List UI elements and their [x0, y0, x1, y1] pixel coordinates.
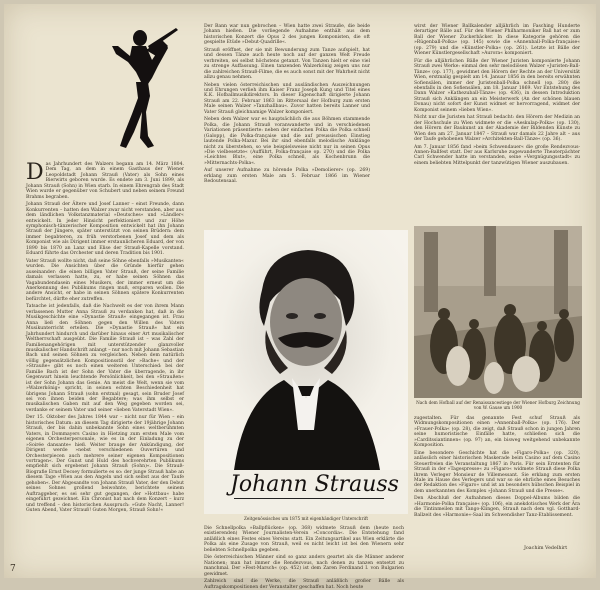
portrait-caption: Zeitgenössisches um 1875 mit eigenhändiger Unterschrift: [243, 516, 369, 521]
right-top-text-column: [414, 24, 580, 220]
paragraph: Neben vielen österreichischen und ausländischen Auszeichnungen und Ehrungen verlieh ihm Kaiser Franz Joseph Kung und Titel eines K.K. Hofballmusikdirektors. In dieser Eigenschaft dirigierte Johann Strauß am 22. Februar 1863 im Rittersaal der Hofburg zum ersten Male seinen Walzer »Tanzhallbau«. Zuvor hatten bereits Lanner und Vater Strauß gleichnamige Walzer komponiert.: [204, 82, 370, 115]
paragraph: Am 7. Januar 1856 fand »beim Schwendauer« die große Rendezvous-Annen-Ballfest statt. Der aus Karlsruhe zugewanderte Theaterpächter Carl Schwender hatte im verstanden, seine »Vergnügungsstadt« zu einem beliebten Mittelpunkt der tanzwütigen Wiener auszubauen.: [414, 144, 580, 166]
paragraph: Neben dem Walzer war es hauptsächlich die aus Böhmen stammende Polka, die Johann Strauß voranwanderte und in verschiedenen Variationen präsentierte: neben der einfachen Polka die Polka schnell (Galopp), die Polka-française und die auf preussischen Einstieg lautende Polka-Mazur. Bei ihr sind ebenfalls melodische Anklänge nicht zu überstehen, so wie beispielsweise nicht nur in seinen Opus »Die vielbesetzte« (Aufführt, Polka-française op. 270) und die Polka »Leichtes Blut«, eine Polka schnell, als Kochenbrunn die »Mitternachts-Polka«.: [204, 117, 370, 166]
paragraph: Zahlreich sind die Werke, die Strauß anläßlich großer Bälle als Auftragskompositionen der Veranstalter geschaffen hat. Noch heute: [204, 579, 404, 590]
album-page: [4, 4, 596, 590]
ballroom-scene: [414, 226, 582, 398]
paragraph: Der Bann war nun gebrochen – Wien hatte zwei Strauße, die beide Johann hießen. Die vorliegende Aufnahme enthält aus dem historischen Konzert die Opus 2 des jungen Komponisten, die oft gespielte Etüde »Debut-Quadrille«.: [204, 24, 370, 46]
ballroom-illustration: [414, 226, 582, 398]
paragraph: wirst der Wiener Ballkalender alljährlich im Fasching Hunderte derartiger Bälle auf. Für den Wiener Philharmoniker Ball hat er zum Ball der Wiener Zuckerbäcker. In diese Kategorie gehören die »Rügenball-Polka« (op. 145) sowie die »Annenball-Polka-française« (op. 279) und die »Künstler-Polka« (op. 261). Letzte ist Bälle der Wiener Künstlergesellschaft »Aurora« komponiert.: [414, 24, 580, 57]
paragraph: Strauß eröffnet, der sie mit Bewunderung zum Tanze aufspielt, hat und dessen Tänze auch heute noch auf der ganzen Welt Freude verbreiten, sei selbst höchstens getanzt. Von Tanzen hielt er eine viel zu strenge Auffassung. Einen tanzenden Walzerkönig zeigen uns nur die zahlreichen Strauß-Filme, die es auch sonst mit der Wahrheit nicht allzu genau nehmen.: [204, 47, 370, 81]
handwritten-signature: Johann Strauss: [230, 472, 399, 497]
illustration-caption: Nach dem Hofball auf der Renaissancestiege der Wiener Hofburg Zeichnung von W. Gause um 1900: [416, 400, 580, 410]
paragraph: Für die alljährlichen Bälle der Wiener Juristen komponierte Johann Strauß zwei Werke: einmal den sehr melodiösen Walzer »Juristen-Ball-Tänze« (op. 177), gewidmet den Hörern der Rechte an der Universität Wien, erstmalig gespielt am 14. Januar 1856 in den bereits erwähnten Sofiensälen, immer der Juristenball-Polka schnell (op. 280) die ebenfalls in den Sofiensälen, am 18. Januar 1869. Vor Entstehung des Dann Walzer »Kathezuball-Tänze« (op. 436), in dessen Introduktion Strauß sich Anklängen an ein Meisterwerk (An der schönen blauen Donau) nicht sofort der Kunst widmet er hervorragend, widmet der Komponist seinem »lieben Wien«.: [414, 58, 580, 113]
drop-cap: D: [26, 160, 44, 185]
paragraph: Die Schnellpolka »Ballpflücken« (op. 368) widmete Strauß dem (heute noch existierenden) Wiener Journalisten-Verein »Concordia«. Die Entstehung fand anläßlich eines Festes eines Vereins statt. Ein Zeitungsartikel aus Wien erklärte die Polka als eine Zusage von Strauß, weil es nicht leicht ist bei den Wienern sehr beliebten Schnellpolka gegeben.: [204, 526, 404, 553]
paragraph: Tatsache ist jedenfalls, daß die Nachwelt es der von ihrem Mann verlassenen Mutter Anna Strauß zu verdanken hat, daß in die Musikgeschichte eine »Dynastie Strauß« eingegangen ist. Frau Anna ließ den Söhnen gegen den Willen des Vaters Musikunterricht erteilen. Die »Dynastie Strauß« hat ein Jahrhundert hindurch und darüber hinaus einer Art musikalischer Weltherrschaft ausgeübt. Die Familie Strauß ist – was Zahl der Familienangehörigen mit unterstützender glanzvoller musikalischer Handschrift anlangt – nur noch mit Johann Sebastian Bach und seinen Söhnen zu vergleichen. Neben dem natürlich völlig gegensätzlichen Kompositionsstil der »Bache« und der »Strauße« gibt es noch einen weiteren Unterschied: bei der Familie Bach ist der Sohn der Vater die überragende, in ihr Gegenwart hinein leuchtende Persönlichkeit, bei den »Straußen« ist der Sohn Johann das Genie. An meist die Welt, wenn sie vom »Walzerkönig« spricht, in seinen echten Beschiedenheit hat übrigens Johann Strauß (sohn erstmal) gesagt, sein Bruder Josef sei von ihnen beiden der Begabtere; was ihm selbst er musikalischen Gaben mit auf den Weg gegeben worden sei, verdanke er seinem Vater und seiner »lieben Vaterstadt Wien«.: [26, 304, 184, 413]
paragraph: Nicht nur die Juristen hat Strauß bedacht: den Hörern der Medizin an der Hochschule zu Wien widmete er die »Aeskulap-Polka« (op. 130), den Hörern der Baukunst an der Akademie der Bildenden Künste zu Wien den am 27. Januar 1847 – Strauß war damals 22 Jahre alt – aus der Taufe gehobenen Walzer »Architekten-Ball-Tänze« (op. 36).: [414, 115, 580, 143]
paragraph: Die österreichischen Männer sind so ganz anders geartet als die Männer anderer Nationen; man hat immer die Rendezvous, nach denen zu tanzen entsetzt zu manchmal. Der »Fest-Marsch« (op. 452) ist dem Zaren Ferdinand I. von Bulgarien gewidmet.: [204, 555, 404, 577]
paragraph: Eine besondere Geschichte hat die »Figaro-Polka« (op. 320), anlässlich einer historischen Maskerade beim Casino auf dem Casino Steuerfreien die Veranstaltung 1867 in Paris. Für sein Erntenten für Strauß in der »Tagespresse« zu »Figaro« widmete Strauß diese Polka ihrem Verleger Monsieur de Villemessant. Sie erklang zum ersten Male im Hause des Verlegers und war so sie ehrliche eines Besuches der Redaktion des »Figaro« und ist an besonders hübschen Beispiel in dem unerkannten des Komplex »Johann Strauß und die Presse«.: [414, 450, 580, 494]
violinist-silhouette-icon: [102, 26, 186, 154]
paragraph: Der 15. Oktober des Jahres 1844 war – nicht nur für Wien – ein historisches Datum: an diesem Tag dirigierte der 19jährige Johann Strauß, der bis dahin unbekannte Sohn eines weltberühmten Vaters, in Dommayers Casino in Hietzing zum ersten Male vom eigenen Orchesterpersonale, wie es in der Einladung zu der »Soirée dansante« hieß. Weiter brauge der Ankündigung, der Dirigent werde »nebst verschiedenen Ouvertüren und Orchesterpiecen auch mehrere seiner eigenen Kompositionen vortragen«. Der Gunst und Huld des hochverehrten Publikums empfiehlt sich ergebenst Johann Strauß (Sohn)«. Die Strauß-Biografie Ernst Decsey formulierte es so: der junge Strauß habe an diesem Tage »Wien aus den Angeln und sich selbst aus der Taufe gehoben«. Der Abgesandte von Johann Strauß Vater, der den Debut seines Sohnes grollend beiwohnte, berichtete seinem Auftraggeber, es sei sehr gut gegangen, der »Hottbau« habe eingeführt gezeichnet. Ein Chronist hat nach dem Konzert – kurz und treffend – den historischen Ausspruch: »Gute Nacht, Lanner! Guten Abend, Vater Strauß! Guten Morgen, Strauß Sohn!«: [26, 415, 184, 514]
portrait-image: [204, 230, 408, 470]
paragraph: zugestalten. Für das genannte Fest schuf Strauß als Widmungskompositionen einen »Annenball-Polka« (op. 176). Der »Frauer-Polka« (op. 28), die zeigt, daß Strauß schon in jungen Jahren seine humoristische Einfälle hatte, schließen sich die »Carditssiantinnen« (op. 97) an, ein bisweg weitgehend unbekannte Komposition.: [414, 416, 580, 449]
right-bottom-text-column: [414, 416, 580, 544]
paragraph: Vater Strauß wollte nicht, daß seine Söhne ebenfalls »Musikanten« wurden. Die Ansichten über die Gründe hierfür gehen auseinander: die einen billigen Vater Strauß, der seine Familie damals verlassen hatte, zu, er habe seinen Söhnen das Vagabundendasein eines Musikers, der immer erneut um die Anerkennung des Publikums ringen muß, ersparen wollen. Die andere Ansicht, er habe in seinen Söhnen spätere Konkurrenten befürchtet, dürfte eher zutreffen.: [26, 258, 184, 302]
paragraph: Auf unserer Aufnahme zu hörende Polka »Demolierer« (op. 269) erklang zum ersten Male am 5. Februar 1866 im Wiener Redoutensaal.: [204, 168, 370, 185]
page-number: 7: [10, 564, 16, 574]
author-credit: Joachim Vedelhirt: [524, 546, 568, 551]
paragraph: Den Abschluß der Aufnahmen dieses Doppel-Albums bilden die »Harmonie-Polka française« (op. 106), ein anekdotisches Werk der Ära die Tintinmeilen mit Tango-Klingen, Strauß nach dem vgl. Gotthard-Ballzeit des »Harmonie«-Saal im Schwendisher Tanz-Etablissement.: [414, 496, 580, 518]
middle-text-column: [204, 24, 370, 224]
signature-underline: [234, 498, 384, 499]
paragraph: as Jahrhundert des Walzers begann am 14. März 1804. Dem Tag, an dem in einem Gasthaus der Wiener Leopoldstadt Johann Strauß (Vater) als Sohn eines Bierwirts geboren wurde. Es endete am 3. Juni 1899, als Johann Strauß (Sohn) in Wien starb. In einem Ehrengrab des Stadt Wien wurde er gegenüber von Schubert und neben seinem Freund Brahms begraben.: [26, 162, 184, 200]
left-text-column: [26, 162, 184, 532]
portrait-photo: [204, 230, 408, 514]
paragraph: Johann Strauß der Ältere und Josef Lanner – einst Freunde, dann Konkurrenten – hatten den Walzer zwar nicht verstanden, aber aus dem ländlichen Volkstanzmaterial »Deutsches« und »Ländler« entwickelt. In jeder Hinsicht perfektioniert und zur Höhe symphonisch-tänzerischer Komposition entwickelt hat ihn Johann Strauß der Jüngere, später unterstützt von seinen Brüdern: dem immer begabteren, zu früh verstorbenen Josef und dem als Komponist wie als Dirigent immer erstaunlicheren Eduard, der von 1890 bis 1870 an Lanz und Elise der Strauß-Kapelle vorstand. Eduard führte das Orchester und deren Tradition bis 1901.: [26, 202, 184, 257]
middle-bottom-text-column: [204, 526, 404, 590]
